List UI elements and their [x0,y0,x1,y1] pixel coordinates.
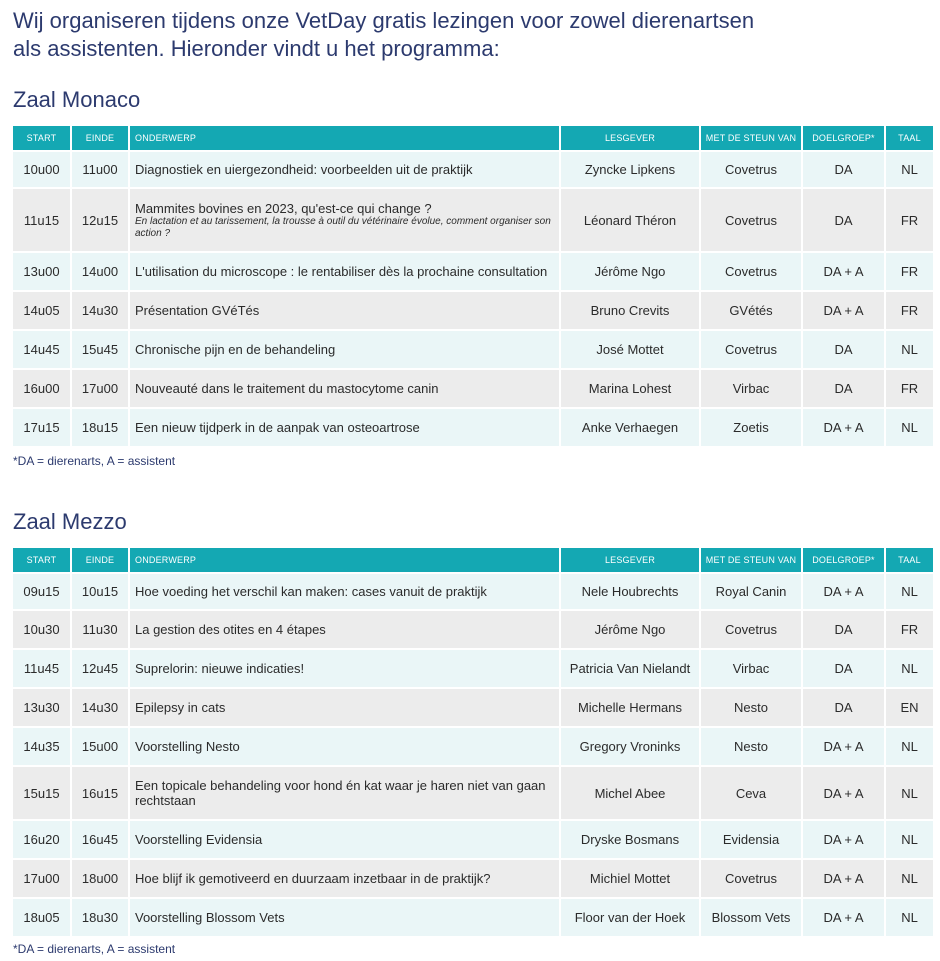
cell-language: NL [886,329,933,368]
cell-language: FR [886,251,933,290]
topic-title: Epilepsy in cats [135,700,226,715]
column-header-audience: DOELGROEP* [803,548,886,572]
cell-audience: DA [803,368,886,407]
cell-audience: DA + A [803,858,886,897]
column-header-end: EINDE [72,548,130,572]
cell-topic [130,329,561,368]
table-row [13,819,933,858]
cell-audience: DA + A [803,765,886,819]
table-row [13,251,933,290]
cell-language: NL [886,150,933,187]
cell-speaker: Dryske Bosmans [561,819,701,858]
cell-language: FR [886,368,933,407]
cell-language: FR [886,290,933,329]
topic-title: Een topicale behandeling voor hond én kat waar je haren niet van gaan rechtstaan [135,778,546,808]
topic-title: L'utilisation du microscope : le rentabiliser dès la prochaine consultation [135,264,548,279]
cell-audience: DA [803,150,886,187]
cell-audience: DA [803,187,886,251]
cell-start: 17u00 [13,858,72,897]
table-row [13,187,933,251]
cell-speaker: Michel Abee [561,765,701,819]
column-header-language: TAAL [886,126,933,150]
cell-sponsor: Covetrus [701,187,803,251]
topic-title: Nouveauté dans le traitement du mastocytome canin [135,381,439,396]
cell-start: 14u45 [13,329,72,368]
cell-speaker: Anke Verhaegen [561,407,701,446]
cell-sponsor: GVétés [701,290,803,329]
cell-end: 12u15 [72,187,130,251]
cell-topic [130,572,561,609]
cell-topic [130,897,561,936]
cell-speaker: Zyncke Lipkens [561,150,701,187]
cell-sponsor: Nesto [701,726,803,765]
cell-speaker: Léonard Théron [561,187,701,251]
cell-topic [130,687,561,726]
cell-start: 17u15 [13,407,72,446]
topic-title: La gestion des otites en 4 étapes [135,622,326,637]
cell-speaker: Michiel Mottet [561,858,701,897]
cell-topic [130,609,561,648]
cell-sponsor: Covetrus [701,609,803,648]
cell-start: 10u00 [13,150,72,187]
cell-start: 14u05 [13,290,72,329]
schedule-table-monaco [13,126,933,446]
column-header-end: EINDE [72,126,130,150]
table-row [13,329,933,368]
cell-sponsor: Evidensia [701,819,803,858]
cell-speaker: Michelle Hermans [561,687,701,726]
table-row [13,687,933,726]
column-header-start: START [13,126,72,150]
cell-sponsor: Virbac [701,368,803,407]
cell-start: 11u45 [13,648,72,687]
cell-topic [130,290,561,329]
cell-end: 11u30 [72,609,130,648]
topic-title: Chronische pijn en de behandeling [135,342,336,357]
cell-sponsor: Covetrus [701,858,803,897]
footnote-mezzo: *DA = dierenarts, A = assistent [13,942,176,956]
cell-topic [130,407,561,446]
table-row [13,648,933,687]
cell-sponsor: Covetrus [701,251,803,290]
table-row [13,726,933,765]
cell-end: 18u15 [72,407,130,446]
cell-audience: DA [803,687,886,726]
cell-speaker: Jérôme Ngo [561,251,701,290]
cell-language: NL [886,572,933,609]
cell-end: 18u00 [72,858,130,897]
cell-end: 17u00 [72,368,130,407]
cell-end: 14u00 [72,251,130,290]
cell-language: NL [886,407,933,446]
topic-title: Voorstelling Nesto [135,739,240,754]
table-row [13,407,933,446]
cell-audience: DA + A [803,819,886,858]
cell-start: 11u15 [13,187,72,251]
column-header-speaker: LESGEVER [561,548,701,572]
cell-end: 15u45 [72,329,130,368]
cell-start: 14u35 [13,726,72,765]
cell-sponsor: Virbac [701,648,803,687]
cell-sponsor: Nesto [701,687,803,726]
cell-topic [130,858,561,897]
cell-topic [130,368,561,407]
column-header-start: START [13,548,72,572]
cell-language: FR [886,609,933,648]
cell-audience: DA [803,329,886,368]
cell-speaker: Marina Lohest [561,368,701,407]
topic-title: Présentation GVéTés [135,303,260,318]
cell-sponsor: Blossom Vets [701,897,803,936]
table-row [13,897,933,936]
cell-language: NL [886,897,933,936]
room-title-monaco: Zaal Monaco [13,87,141,112]
cell-start: 13u00 [13,251,72,290]
topic-subtitle: En lactation et au tarissement, la trousse à outil du vétérinaire évolue, comment organiser son action ? [135,215,551,239]
column-header-speaker: LESGEVER [561,126,701,150]
cell-audience: DA + A [803,290,886,329]
cell-audience: DA + A [803,572,886,609]
cell-sponsor: Royal Canin [701,572,803,609]
cell-topic [130,726,561,765]
cell-end: 14u30 [72,687,130,726]
table-header-row [13,548,933,572]
table-row [13,150,933,187]
cell-language: EN [886,687,933,726]
cell-end: 15u00 [72,726,130,765]
cell-start: 16u00 [13,368,72,407]
topic-title: Hoe voeding het verschil kan maken: cases vanuit de praktijk [135,584,487,599]
cell-end: 12u45 [72,648,130,687]
cell-sponsor: Covetrus [701,150,803,187]
topic-title: Mammites bovines en 2023, qu'est-ce qui change ? [135,200,432,216]
cell-audience: DA [803,648,886,687]
cell-audience: DA + A [803,407,886,446]
column-header-sponsor: MET DE STEUN VAN [701,126,803,150]
column-header-sponsor: MET DE STEUN VAN [701,548,803,572]
cell-end: 10u15 [72,572,130,609]
topic-title: Voorstelling Blossom Vets [135,910,285,925]
table-row [13,572,933,609]
cell-start: 15u15 [13,765,72,819]
cell-language: NL [886,858,933,897]
topic-title: Een nieuw tijdperk in de aanpak van osteoartrose [135,420,420,435]
cell-topic [130,187,561,251]
cell-topic [130,819,561,858]
intro-text [13,7,913,63]
column-header-topic: ONDERWERP [130,126,561,150]
table-row [13,609,933,648]
topic-title: Suprelorin: nieuwe indicaties! [135,661,305,676]
cell-end: 18u30 [72,897,130,936]
cell-speaker: Jérôme Ngo [561,609,701,648]
footnote-monaco: *DA = dierenarts, A = assistent [13,454,176,468]
cell-start: 16u20 [13,819,72,858]
cell-start: 13u30 [13,687,72,726]
intro-line-2: als assistenten. Hieronder vindt u het programma: [13,36,500,61]
column-header-topic: ONDERWERP [130,548,561,572]
cell-audience: DA + A [803,251,886,290]
cell-topic [130,648,561,687]
cell-speaker: José Mottet [561,329,701,368]
cell-language: FR [886,187,933,251]
cell-end: 16u45 [72,819,130,858]
topic-title: Hoe blijf ik gemotiveerd en duurzaam inzetbaar in de praktijk? [135,871,491,886]
cell-language: NL [886,726,933,765]
cell-end: 11u00 [72,150,130,187]
cell-language: NL [886,648,933,687]
table-row [13,765,933,819]
cell-speaker: Floor van der Hoek [561,897,701,936]
room-title-mezzo: Zaal Mezzo [13,509,127,534]
cell-language: NL [886,819,933,858]
table-row [13,858,933,897]
cell-start: 10u30 [13,609,72,648]
cell-speaker: Bruno Crevits [561,290,701,329]
cell-topic [130,251,561,290]
cell-audience: DA [803,609,886,648]
topic-title: Diagnostiek en uiergezondheid: voorbeelden uit de praktijk [135,162,473,177]
cell-speaker: Nele Houbrechts [561,572,701,609]
cell-start: 18u05 [13,897,72,936]
cell-start: 09u15 [13,572,72,609]
cell-end: 14u30 [72,290,130,329]
cell-topic [130,765,561,819]
cell-sponsor: Zoetis [701,407,803,446]
cell-speaker: Gregory Vroninks [561,726,701,765]
cell-speaker: Patricia Van Nielandt [561,648,701,687]
table-header-row [13,126,933,150]
table-row [13,368,933,407]
column-header-language: TAAL [886,548,933,572]
cell-sponsor: Ceva [701,765,803,819]
cell-sponsor: Covetrus [701,329,803,368]
schedule-table-mezzo [13,548,933,936]
topic-title: Voorstelling Evidensia [135,832,263,847]
table-row [13,290,933,329]
intro-line-1: Wij organiseren tijdens onze VetDay gratis lezingen voor zowel dierenartsen [13,8,755,33]
cell-audience: DA + A [803,726,886,765]
column-header-audience: DOELGROEP* [803,126,886,150]
cell-end: 16u15 [72,765,130,819]
cell-topic [130,150,561,187]
cell-language: NL [886,765,933,819]
cell-audience: DA + A [803,897,886,936]
